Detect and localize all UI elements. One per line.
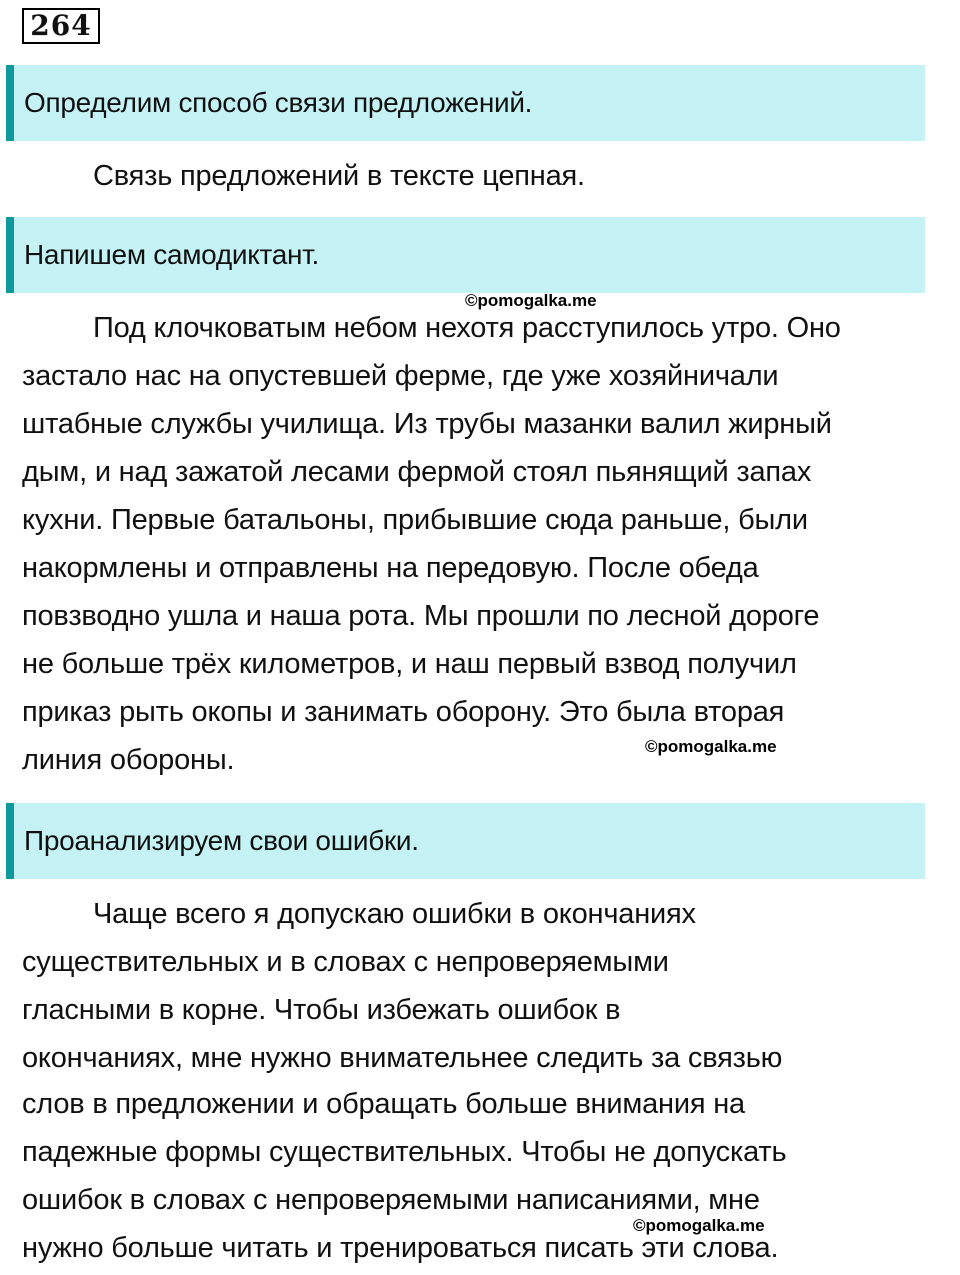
- text-line: дым, и над зажатой лесами фермой стоял пьянящий запах: [22, 456, 812, 488]
- text-line: приказ рыть окопы и занимать оборону. Это была вторая: [22, 696, 785, 728]
- heading-text: Напишем самодиктант.: [24, 239, 320, 270]
- text-line: накормлены и отправлены на передовую. После обеда: [22, 552, 759, 584]
- text-line: падежные формы существительных. Чтобы не допускать: [22, 1136, 787, 1168]
- heading-text: Проанализируем свои ошибки.: [24, 825, 419, 856]
- text-line: застало нас на опустевшей ферме, где уже хозяйничали: [22, 360, 779, 392]
- section-heading-connection: [6, 65, 925, 141]
- section-heading-dictation: [6, 217, 925, 293]
- watermark: ©pomogalka.me: [645, 737, 777, 756]
- text-line: кухни. Первые батальоны, прибывшие сюда раньше, были: [22, 504, 808, 536]
- text-line: Связь предложений в тексте цепная.: [93, 160, 585, 192]
- text-line: повзводно ушла и наша рота. Мы прошли по лесной дороге: [22, 600, 820, 632]
- text-line: слов в предложении и обращать больше внимания на: [22, 1088, 745, 1120]
- watermark: ©pomogalka.me: [465, 291, 597, 310]
- text-line: Чаще всего я допускаю ошибки в окончаниях: [93, 898, 696, 930]
- text-line: гласными в корне. Чтобы избежать ошибок в: [22, 994, 621, 1026]
- section-heading-errors: [6, 803, 925, 879]
- watermark: ©pomogalka.me: [633, 1216, 765, 1235]
- text-line: Под клочковатым небом нехотя расступилось утро. Оно: [93, 312, 841, 344]
- text-line: не больше трёх километров, и наш первый взвод получил: [22, 648, 797, 680]
- text-line: окончаниях, мне нужно внимательнее следить за связью: [22, 1042, 783, 1074]
- text-line: линия обороны.: [22, 744, 235, 776]
- text-line: штабные службы училища. Из трубы мазанки валил жирный: [22, 408, 832, 440]
- text-line: ошибок в словах с непроверяемыми написаниями, мне: [22, 1184, 760, 1216]
- text-line: существительных и в словах с непроверяемыми: [22, 946, 669, 978]
- task-number: 264: [22, 8, 100, 44]
- text-line: нужно больше читать и тренироваться писать эти слова.: [22, 1232, 779, 1264]
- heading-text: Определим способ связи предложений.: [24, 87, 533, 118]
